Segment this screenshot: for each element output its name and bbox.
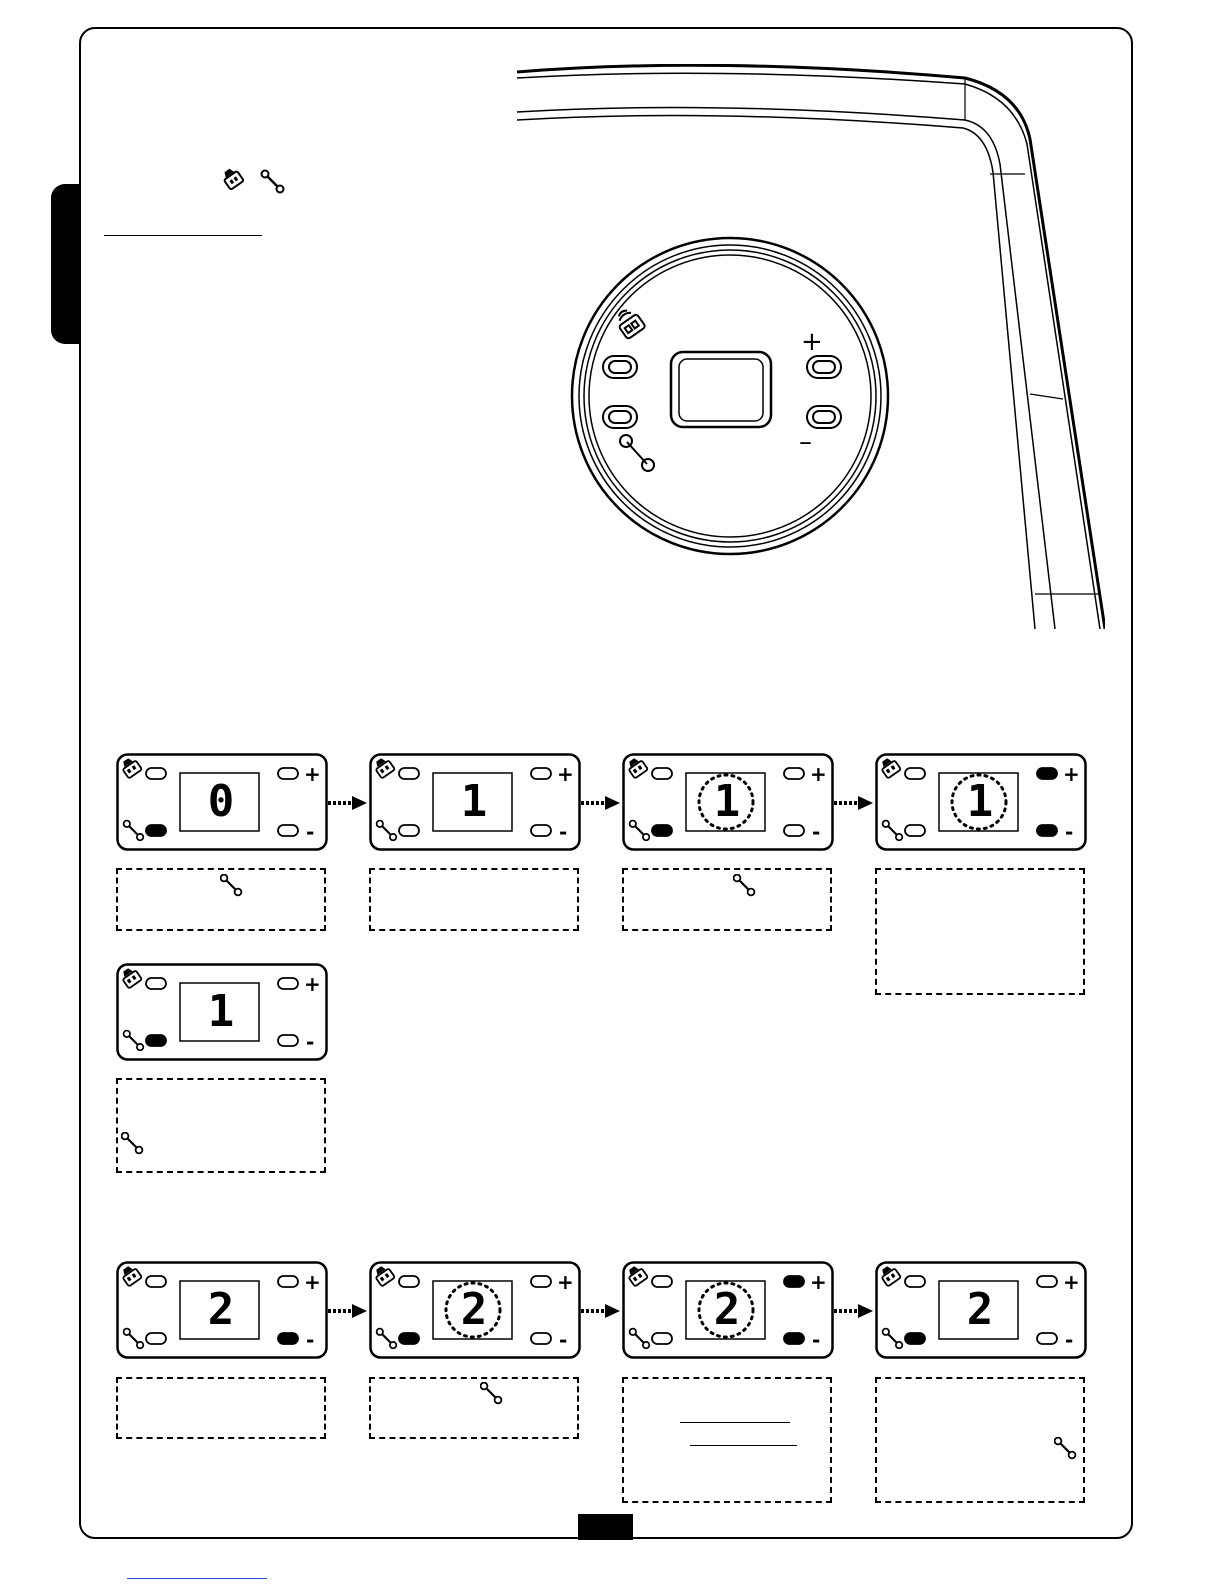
wrench-icon	[480, 1382, 504, 1406]
panel-button-plus	[784, 1276, 804, 1287]
panel-button-plus	[278, 768, 298, 779]
display-panel	[875, 753, 1087, 851]
panel-button-minus	[278, 1333, 298, 1344]
panel-button-remote	[399, 1276, 419, 1287]
wrench-icon	[620, 435, 654, 471]
panel-button-plus	[1037, 768, 1057, 779]
minus-label: -	[1065, 1328, 1074, 1352]
caption-underline	[680, 1422, 790, 1423]
panel-button-wrench	[905, 1333, 925, 1344]
panel-button-minus	[278, 825, 298, 836]
wrench-icon	[121, 1132, 145, 1156]
panel-button-wrench	[399, 1333, 419, 1344]
sequence-arrow	[326, 795, 368, 811]
footer-link-underline	[127, 1578, 267, 1579]
lcd-digit: 1	[966, 776, 994, 827]
device-buttons	[603, 356, 841, 428]
plus-label: +	[1063, 1270, 1080, 1294]
panel-button-wrench	[146, 1333, 166, 1344]
display-panel	[116, 1261, 328, 1359]
caption-underline	[690, 1445, 797, 1446]
page-number-tab	[578, 1514, 633, 1540]
wrench-icon	[1054, 1437, 1078, 1461]
panel-button-plus	[531, 1276, 551, 1287]
panel-button-minus	[1037, 1333, 1057, 1344]
panel-button-wrench	[652, 825, 672, 836]
panel-button-remote	[399, 768, 419, 779]
panel-button-plus	[278, 978, 298, 989]
sequence-arrow	[326, 1303, 368, 1319]
display-panel	[116, 963, 328, 1061]
panel-button-remote	[146, 978, 166, 989]
wrench-icon	[122, 1133, 143, 1154]
plus-label: +	[304, 972, 321, 996]
lcd-digit: 1	[460, 776, 488, 827]
sequence-arrow	[579, 1303, 621, 1319]
panel-button-wrench	[146, 825, 166, 836]
lcd-digit: 1	[713, 776, 741, 827]
display-panel	[116, 753, 328, 851]
display-panel	[875, 1261, 1087, 1359]
step-caption-box	[622, 1377, 832, 1503]
wrench-icon	[733, 874, 757, 898]
minus-label: -	[812, 1328, 821, 1352]
wrench-icon	[1055, 1438, 1076, 1459]
display-panel	[369, 1261, 581, 1359]
wrench-icon	[262, 171, 284, 193]
minus-label: -	[812, 820, 821, 844]
sequence-arrow	[832, 1303, 874, 1319]
panel-button-plus	[531, 768, 551, 779]
panel-button-plus	[1037, 1276, 1057, 1287]
step-caption-box	[875, 868, 1085, 995]
sequence-arrow	[832, 795, 874, 811]
sequence-arrow	[579, 795, 621, 811]
panel-button-remote	[146, 1276, 166, 1287]
lcd-digit: 0	[207, 776, 235, 827]
minus-label: -	[306, 1030, 315, 1054]
panel-button-minus	[784, 1333, 804, 1344]
plus-label: +	[1063, 762, 1080, 786]
minus-label: -	[306, 1328, 315, 1352]
minus-label: -	[559, 1328, 568, 1352]
wrench-icon	[481, 1383, 502, 1404]
lcd-digit: 2	[207, 1284, 235, 1335]
panel-button-plus	[278, 1276, 298, 1287]
step-caption-box	[622, 868, 832, 931]
panel-button-minus	[278, 1035, 298, 1046]
panel-button-minus	[531, 1333, 551, 1344]
panel-button-wrench	[652, 1333, 672, 1344]
plus-label: +	[557, 762, 574, 786]
wrench-icon	[734, 875, 755, 896]
plus-label: +	[304, 762, 321, 786]
header-underline	[104, 235, 262, 236]
panel-button-remote	[905, 768, 925, 779]
step-caption-box	[116, 1078, 326, 1173]
panel-button-minus	[531, 825, 551, 836]
panel-button-minus	[1037, 825, 1057, 836]
display-panel	[369, 753, 581, 851]
panel-button-plus	[784, 768, 804, 779]
wrench-icon	[220, 874, 244, 898]
panel-button-remote	[652, 768, 672, 779]
device-plus-label: +	[801, 327, 823, 357]
minus-label: -	[1065, 820, 1074, 844]
thermostat-device-drawing	[515, 64, 1105, 629]
lcd-digit: 2	[966, 1284, 994, 1335]
display-panel	[622, 1261, 834, 1359]
section-side-tab	[51, 184, 81, 344]
plus-label: +	[810, 762, 827, 786]
remote-control-icon	[221, 166, 244, 190]
panel-button-wrench	[146, 1035, 166, 1046]
step-caption-box	[116, 1377, 326, 1439]
lcd-digit: 1	[207, 986, 235, 1037]
panel-button-wrench	[905, 825, 925, 836]
panel-button-wrench	[399, 825, 419, 836]
panel-button-remote	[652, 1276, 672, 1287]
minus-label: -	[559, 820, 568, 844]
panel-button-remote	[905, 1276, 925, 1287]
plus-label: +	[810, 1270, 827, 1294]
plus-label: +	[557, 1270, 574, 1294]
header-icons	[221, 166, 291, 194]
lcd-digit: 2	[713, 1284, 741, 1335]
device-minus-label: –	[799, 427, 812, 457]
minus-label: -	[306, 820, 315, 844]
step-caption-box	[369, 868, 579, 931]
device-dial	[572, 238, 888, 554]
plus-label: +	[304, 1270, 321, 1294]
lcd-digit: 2	[460, 1284, 488, 1335]
wrench-icon	[221, 875, 242, 896]
display-panel	[622, 753, 834, 851]
panel-button-minus	[784, 825, 804, 836]
step-caption-box	[369, 1377, 579, 1439]
panel-button-remote	[146, 768, 166, 779]
